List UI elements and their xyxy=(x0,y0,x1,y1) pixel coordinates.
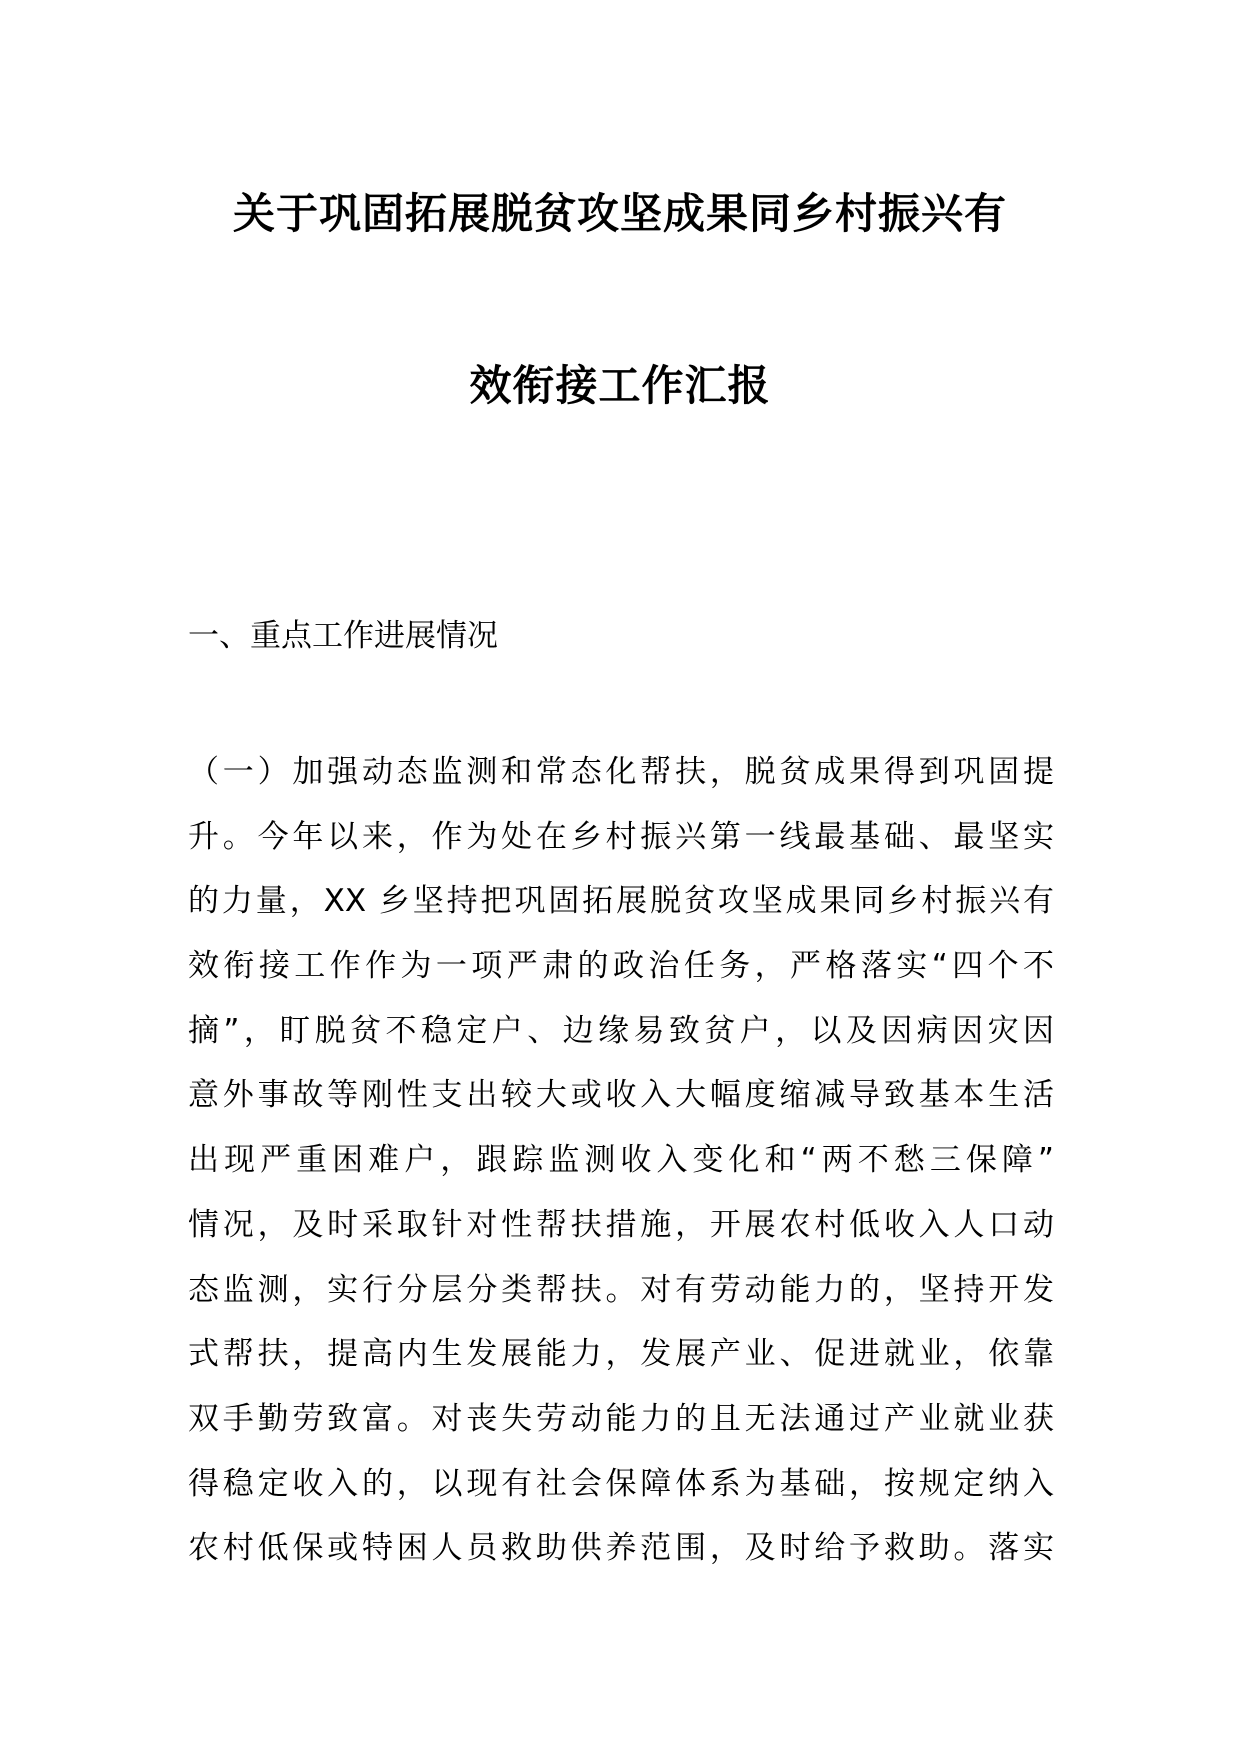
paragraph-line: 双手勤劳致富。对丧失劳动能力的且无法通过产业就业获 xyxy=(188,1400,1054,1437)
paragraph-line: 效衔接工作作为一项严肃的政治任务，严格落实“四个不 xyxy=(188,948,1054,985)
paragraph-line: 摘”，盯脱贫不稳定户、边缘易致贫户，以及因病因灾因 xyxy=(188,1012,1054,1049)
body-paragraph xyxy=(188,740,1054,1581)
paragraph-line: 出现严重困难户，跟踪监测收入变化和“两不愁三保障” xyxy=(188,1142,1054,1179)
document-title-line-2: 效衔接工作汇报 xyxy=(469,361,771,410)
paragraph-line: 态监测，实行分层分类帮扶。对有劳动能力的，坚持开发 xyxy=(188,1271,1054,1308)
paragraph-line: 情况，及时采取针对性帮扶措施，开展农村低收入人口动 xyxy=(188,1206,1054,1243)
document-title-line-1: 关于巩固拓展脱贫攻坚成果同乡村振兴有 xyxy=(232,189,1007,238)
section-heading: 一、重点工作进展情况 xyxy=(188,618,498,654)
paragraph-line: 得稳定收入的，以现有社会保障体系为基础，按规定纳入 xyxy=(188,1465,1054,1502)
paragraph-line: 的力量，XX 乡坚持把巩固拓展脱贫攻坚成果同乡村振兴有 xyxy=(188,883,1054,920)
paragraph-line: 升。今年以来，作为处在乡村振兴第一线最基础、最坚实 xyxy=(188,818,1054,855)
paragraph-line: 意外事故等刚性支出较大或收入大幅度缩减导致基本生活 xyxy=(188,1077,1054,1114)
paragraph-line: 农村低保或特困人员救助供养范围，及时给予救助。落实 xyxy=(188,1530,1054,1567)
paragraph-line: （一）加强动态监测和常态化帮扶，脱贫成果得到巩固提 xyxy=(188,754,1054,790)
paragraph-line: 式帮扶，提高内生发展能力，发展产业、促进就业，依靠 xyxy=(188,1336,1054,1373)
